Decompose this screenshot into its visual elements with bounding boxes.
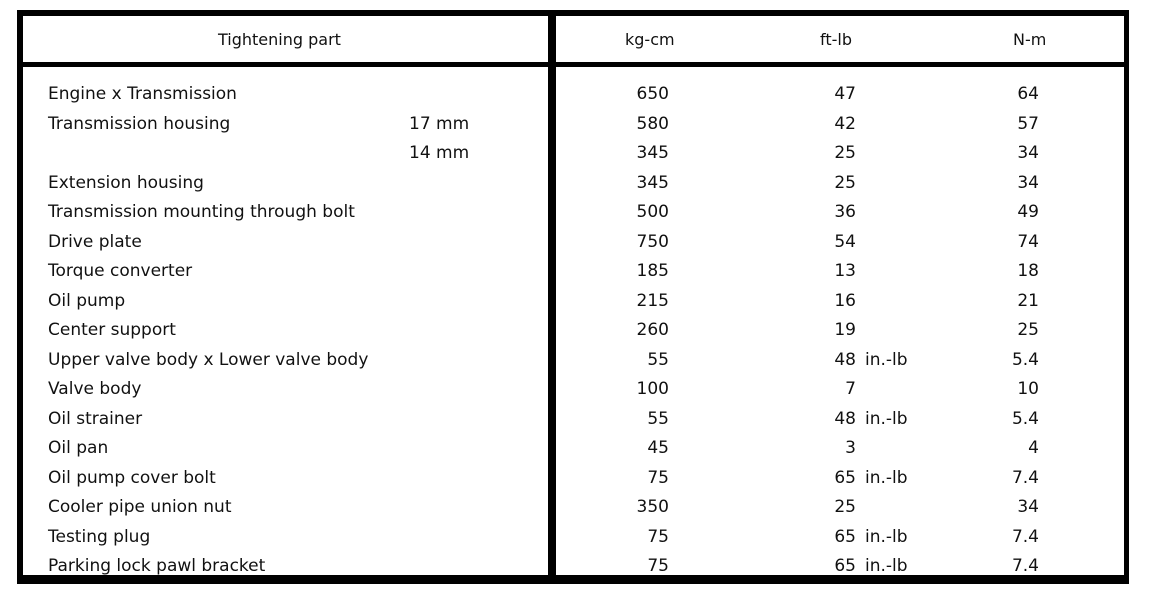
- cell-ft-lb: 36: [834, 202, 856, 222]
- cell-tightening-part: Torque converter: [48, 261, 193, 281]
- table-row: [23, 552, 1124, 582]
- header-ft-lb: ft-lb: [820, 30, 852, 49]
- cell-kg-cm: 75: [647, 526, 669, 547]
- cell-ft-lb: 47: [834, 84, 856, 104]
- table-row: [23, 375, 1124, 405]
- cell-kg-cm: 750: [636, 231, 669, 252]
- table-row: [23, 80, 1124, 110]
- cell-ft-lb: 48: [834, 408, 856, 429]
- cell-ft-lb: 25: [834, 497, 856, 517]
- cell-tightening-part: Center support: [48, 320, 176, 340]
- cell-n-m: 7.4: [1011, 556, 1039, 576]
- cell-ft-lb: 54: [834, 231, 856, 252]
- cell-kg-cm: 650: [636, 84, 669, 104]
- cell-n-m: 7.4: [1011, 467, 1039, 488]
- cell-ft-lb-unit: in.-lb: [865, 556, 908, 576]
- table-body: [23, 80, 1124, 582]
- table-row: [23, 316, 1124, 346]
- cell-n-m: 7.4: [1011, 526, 1039, 547]
- cell-tightening-part: Oil strainer: [48, 408, 143, 429]
- cell-tightening-part: Engine x Transmission: [48, 84, 237, 104]
- cell-ft-lb: 7: [845, 379, 856, 399]
- cell-ft-lb: 25: [834, 143, 856, 163]
- cell-ft-lb: 65: [834, 556, 856, 576]
- cell-ft-lb: 16: [834, 290, 856, 311]
- cell-n-m: 34: [1017, 172, 1039, 193]
- cell-n-m: 5.4: [1011, 408, 1039, 429]
- cell-tightening-part: Drive plate: [48, 231, 142, 252]
- cell-n-m: 34: [1017, 497, 1039, 517]
- header-tightening-part: Tightening part: [218, 30, 341, 49]
- cell-tightening-part: Valve body: [48, 379, 142, 399]
- cell-tightening-part: Parking lock pawl bracket: [48, 556, 266, 576]
- cell-tightening-part: Cooler pipe union nut: [48, 497, 232, 517]
- cell-n-m: 18: [1017, 261, 1039, 281]
- cell-kg-cm: 185: [636, 261, 669, 281]
- cell-size: 17 mm: [409, 113, 470, 134]
- table-row: [23, 139, 1124, 169]
- table-row: [23, 405, 1124, 435]
- cell-n-m: 25: [1017, 320, 1039, 340]
- table-row: [23, 346, 1124, 376]
- cell-ft-lb-unit: in.-lb: [865, 467, 908, 488]
- cell-size: 14 mm: [409, 143, 470, 163]
- cell-kg-cm: 75: [647, 467, 669, 488]
- cell-kg-cm: 580: [636, 113, 669, 134]
- torque-spec-table: [17, 10, 1129, 584]
- cell-n-m: 5.4: [1011, 349, 1039, 370]
- cell-ft-lb: 65: [834, 526, 856, 547]
- cell-kg-cm: 345: [636, 172, 669, 193]
- cell-kg-cm: 215: [636, 290, 669, 311]
- cell-n-m: 49: [1017, 202, 1039, 222]
- cell-tightening-part: Oil pump: [48, 290, 126, 311]
- cell-tightening-part: Upper valve body x Lower valve body: [48, 349, 369, 370]
- cell-n-m: 4: [1028, 438, 1039, 458]
- table-row: [23, 257, 1124, 287]
- cell-ft-lb-unit: in.-lb: [865, 408, 908, 429]
- table-row: [23, 228, 1124, 258]
- cell-kg-cm: 75: [647, 556, 669, 576]
- table-row: [23, 198, 1124, 228]
- cell-ft-lb: 13: [834, 261, 856, 281]
- header-divider: [23, 62, 1124, 67]
- cell-kg-cm: 350: [636, 497, 669, 517]
- cell-ft-lb: 65: [834, 467, 856, 488]
- cell-tightening-part: Transmission mounting through bolt: [48, 202, 355, 222]
- header-kg-cm: kg-cm: [625, 30, 675, 49]
- cell-tightening-part: Transmission housing: [48, 113, 231, 134]
- cell-kg-cm: 500: [636, 202, 669, 222]
- cell-ft-lb: 25: [834, 172, 856, 193]
- cell-n-m: 34: [1017, 143, 1039, 163]
- table-row: [23, 287, 1124, 317]
- table-row: [23, 523, 1124, 553]
- header-n-m: N-m: [1013, 30, 1047, 49]
- cell-kg-cm: 55: [647, 349, 669, 370]
- cell-ft-lb-unit: in.-lb: [865, 526, 908, 547]
- cell-kg-cm: 100: [636, 379, 669, 399]
- cell-n-m: 10: [1017, 379, 1039, 399]
- cell-tightening-part: Testing plug: [48, 526, 151, 547]
- table-row: [23, 169, 1124, 199]
- cell-ft-lb: 48: [834, 349, 856, 370]
- table-row: [23, 493, 1124, 523]
- cell-n-m: 57: [1017, 113, 1039, 134]
- cell-tightening-part: Oil pump cover bolt: [48, 467, 216, 488]
- cell-kg-cm: 345: [636, 143, 669, 163]
- table-row: [23, 434, 1124, 464]
- cell-n-m: 64: [1017, 84, 1039, 104]
- table-row: [23, 464, 1124, 494]
- cell-ft-lb: 19: [834, 320, 856, 340]
- table-row: [23, 110, 1124, 140]
- cell-kg-cm: 45: [647, 438, 669, 458]
- cell-ft-lb-unit: in.-lb: [865, 349, 908, 370]
- cell-kg-cm: 55: [647, 408, 669, 429]
- cell-ft-lb: 3: [845, 438, 856, 458]
- cell-n-m: 74: [1017, 231, 1039, 252]
- cell-tightening-part: Extension housing: [48, 172, 204, 193]
- cell-kg-cm: 260: [636, 320, 669, 340]
- cell-tightening-part: Oil pan: [48, 438, 109, 458]
- cell-n-m: 21: [1017, 290, 1039, 311]
- cell-ft-lb: 42: [834, 113, 856, 134]
